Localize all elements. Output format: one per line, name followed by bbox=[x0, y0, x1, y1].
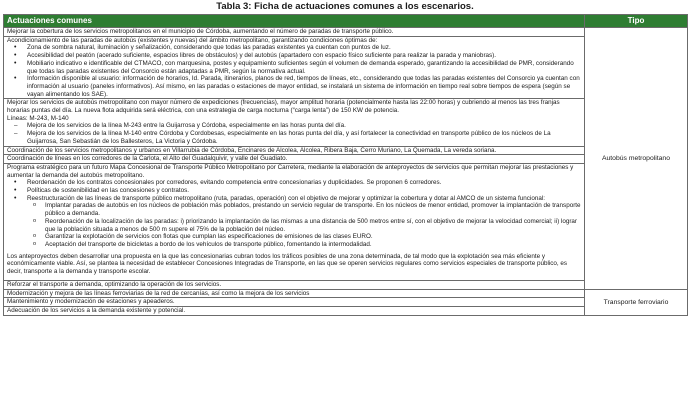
table-row bbox=[4, 28, 688, 37]
row-ferroviaria: Modernización y mejora de las líneas ferroviarias de la red de cercanías, así como la mejora de los servicios bbox=[4, 289, 585, 298]
list-item: – Mejora de los servicios de la línea M-243 entre la Guijarrosa y Córdoba, especialmente en las horas punta del día. bbox=[7, 122, 581, 130]
list-item: – Mejora de los servicios de la línea M-140 entre Córdoba y Cordobesas, especialmente en las horas punta del día, y así fortalecer la conectividad en transporte público de los núcleos de La Guijarrosa, San Sebastián de los Ballesteros, La Victoria y Córdoba. bbox=[7, 130, 581, 145]
table-header-row bbox=[4, 15, 688, 28]
table-title: Tabla 3: Ficha de actuaciones comunes a los escenarios. bbox=[216, 1, 474, 12]
row-paradas bbox=[4, 36, 585, 99]
row-servicios bbox=[4, 99, 585, 146]
list-item: o Aceptación del transporte de bicicletas a bordo de los vehículos de transporte público, fomentando la intermodalidad. bbox=[7, 241, 581, 249]
actuaciones-table bbox=[3, 14, 688, 316]
header-tipo: Tipo bbox=[585, 15, 688, 28]
programa-closing: Los anteproyectos deben desarrollar una propuesta en la que las concesionarias cubran todos los tráficos posibles de una zona determinada, de tal modo que la explotación sea más eficiente y económicamente viable. Así, se plantea la necesidad de establecer Concesiones Integradas de Transporte, en las que se operen servicios regulares como servicios especiales de transporte público, es decir, transporte a la demanda y transporte escolar. bbox=[7, 252, 568, 276]
list-item: • Información disponible al usuario: información de horarios, Id. Parada, itinerarios, planos de red, tiempos de líneas, etc., considerando que todas las paradas existentes del Consorcio ya cuentan con información al usuario (paneles informativos). Así mismo, en las paradas o estaciones de mayor entidad, se instalará un sistema de información en tiempo real sobre tiempos de espera (según se vayan alimentando los SAE). bbox=[7, 75, 581, 98]
row-programa bbox=[4, 163, 585, 280]
list-item: o Reordenación de la localización de las paradas: i) priorizando la implantación de las mismas a una distancia de 500 metros entre sí, con el objetivo de mejorar la velocidad comercial; ii) lograr que la población situada a menos de 500 m supere el 75% de la población del núcleo. bbox=[7, 218, 581, 233]
tipo-autobus: Autobús metropolitano bbox=[585, 28, 688, 290]
list-item: • Reestructuración de las líneas de transporte público metropolitano (ruta, paradas, operación) con el objetivo de mejorar y optimizar la cobertura y dotar al AMCO de un sistema funcional: bbox=[7, 195, 581, 203]
list-item: • Reordenación de los contratos concesionales por corredores, evitando competencia entre concesionarias y duplicidades. Se proponen 6 corredores. bbox=[7, 179, 581, 187]
row-adecuacion: Adecuación de los servicios a la demanda existente y potencial. bbox=[4, 306, 585, 315]
list-item: o Implantar paradas de autobús en los núcleos de población más poblados, prestando un servicio regular de transporte. En los núcleos de menor entidad, promover la implantación de transporte público a demanda. bbox=[7, 202, 581, 217]
programa-intro: Programa estratégico para un futuro Mapa Concesional de Transporte Público Metropolitano por Carretera, mediante la elaboración de anteproyectos de servicios que permitan mejorar las prestaciones y aumentar la demanda del autobús metropolitano. bbox=[7, 163, 574, 179]
servicios-intro: Mejorar los servicios de autobús metropolitano con mayor número de expediciones (frecuencias), mayor amplitud horaria (potencialmente hasta las 22:00 horas) y cubriendo al menos las tres franjas horarias puntas del día. La nueva flota adquirida será eléctrica, con una estrategia de carga nocturna (“carga lenta”) de 150 KW de potencia. bbox=[7, 99, 560, 115]
servicios-list bbox=[7, 122, 581, 145]
tipo-ferroviario: Transporte ferroviario bbox=[585, 289, 688, 315]
row-demanda: Reforzar el transporte a demanda, optimizando la operación de los servicios. bbox=[4, 280, 585, 289]
table-row bbox=[4, 289, 688, 298]
header-actuaciones: Actuaciones comunes bbox=[4, 15, 585, 28]
row-cobertura: Mejorar la cobertura de los servicios metropolitanos en el municipio de Córdoba, aumentando el número de paradas de transporte público. bbox=[4, 28, 585, 37]
programa-list bbox=[7, 179, 581, 202]
paradas-intro: Acondicionamiento de las paradas de autobús (existentes y nuevas) del ámbito metropolitano, garantizando condiciones óptimas de: bbox=[7, 36, 378, 44]
list-item: • Accesibilidad del peatón (acerado suficiente, espacios libres de obstáculos) y del autobús (apartadero con espacio físico suficiente para realizar la parada y maniobras). bbox=[7, 52, 581, 60]
list-item: • Mobiliario indicativo e identificable del CTMACO, con marquesina, postes y equipamiento suficientes según el volumen de demanda esperado, garantizando la accesibilidad de PMR, considerando que todas las paradas existentes del Consorcio están adaptadas a PMR, según la normativa actual. bbox=[7, 60, 581, 75]
programa-sublist bbox=[7, 202, 581, 248]
paradas-list bbox=[7, 44, 581, 98]
list-item: o Garantizar la explotación de servicios con flotas que cumplan las especificaciones de emisiones de las clases EURO. bbox=[7, 233, 581, 241]
list-item: • Zona de sombra natural, iluminación y señalización, considerando que todas las paradas existentes ya cuentan con puntos de luz. bbox=[7, 44, 581, 52]
row-coordinacion-corredores: Coordinación de líneas en los corredores de la Carlota, el Alto del Guadalquivir, y valle del Guadiato. bbox=[4, 155, 585, 164]
servicios-lineas: Líneas: M-243, M-140 bbox=[7, 114, 69, 122]
row-estaciones: Mantenimiento y modernización de estaciones y apeaderos. bbox=[4, 298, 585, 307]
row-coordinacion-urbanos: Coordinación de los servicios metropolitanos y urbanos en Villarrubia de Córdoba, Encinares de Alcolea, Alcolea, Ribera Baja, Cerro Muriano, La Quemada, La vereda soriana. bbox=[4, 146, 585, 155]
list-item: • Políticas de sostenibilidad en las concesiones y contratos. bbox=[7, 187, 581, 195]
